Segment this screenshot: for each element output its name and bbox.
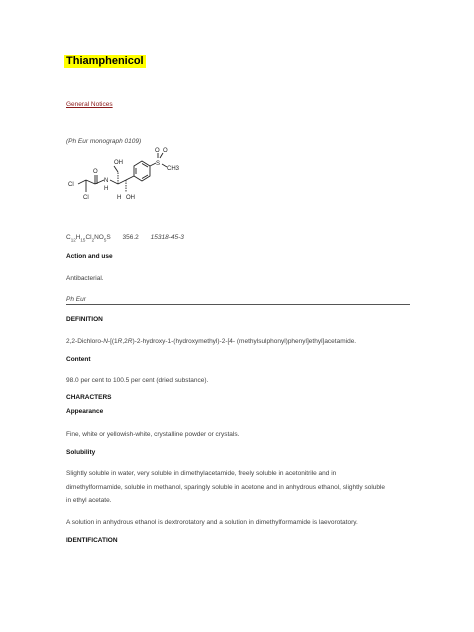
general-notices-link[interactable]: General Notices bbox=[66, 101, 113, 108]
content-heading: Content bbox=[66, 356, 91, 363]
solubility-line: Slightly soluble in water, very soluble in dimethylacetamide, freely soluble in acetonitrile and in bbox=[66, 470, 337, 477]
content-text: 98.0 per cent to 100.5 per cent (dried substance). bbox=[66, 377, 209, 384]
solubility-line: in ethyl acetate. bbox=[66, 497, 112, 504]
formula-no-sub: 5 bbox=[103, 237, 107, 243]
solubility-line: dimethylformamide, soluble in methanol, sparingly soluble in acetone and in anhydrous ethanol, slightly soluble bbox=[66, 484, 386, 491]
label-o1: O bbox=[155, 148, 160, 154]
chemical-structure bbox=[64, 146, 194, 208]
action-text: Antibacterial. bbox=[66, 275, 104, 282]
molecular-formula bbox=[66, 234, 184, 242]
action-heading: Action and use bbox=[66, 253, 113, 260]
bond bbox=[78, 180, 86, 184]
definition-part: ,2 bbox=[122, 338, 128, 345]
label-cl-left: Cl bbox=[68, 182, 74, 188]
cas-number: 15318-45-3 bbox=[150, 234, 184, 241]
label-s: S bbox=[156, 161, 161, 167]
label-n: N bbox=[104, 178, 109, 184]
section-divider bbox=[66, 304, 410, 305]
label-o-carbonyl: O bbox=[93, 169, 98, 175]
formula-h-sub: 15 bbox=[80, 237, 86, 243]
bond bbox=[118, 180, 126, 184]
bond bbox=[110, 180, 118, 184]
formula-s: S bbox=[106, 234, 111, 241]
identification-heading: IDENTIFICATION bbox=[66, 537, 118, 544]
definition-text bbox=[66, 338, 356, 345]
definition-part: N bbox=[103, 338, 108, 345]
definition-part: 2,2-Dichloro- bbox=[66, 338, 104, 345]
page-title: Thiamphenicol bbox=[66, 55, 144, 67]
formula-c-sub: 12 bbox=[70, 237, 76, 243]
molecular-weight: 356.2 bbox=[122, 234, 139, 241]
label-h-ch: H bbox=[117, 195, 122, 201]
definition-part: -[(1 bbox=[107, 338, 118, 345]
bond bbox=[86, 180, 95, 184]
formula-c: C bbox=[66, 234, 71, 241]
formula-h: H bbox=[75, 234, 81, 241]
formula-cl-sub: 2 bbox=[91, 237, 95, 243]
monograph-reference: (Ph Eur monograph 0109) bbox=[66, 138, 142, 145]
label-oh-bottom: OH bbox=[126, 195, 135, 201]
formula-no: NO bbox=[94, 234, 104, 241]
label-h-nh: H bbox=[104, 186, 109, 192]
label-ch3: CH3 bbox=[167, 166, 180, 172]
bond bbox=[114, 166, 118, 172]
definition-part: R bbox=[127, 338, 133, 345]
definition-part: )-2-hydroxy-1-(hydroxymethyl)-2-[4- (methylsulphonyl)phenyl]ethyl]acetamide. bbox=[132, 338, 357, 345]
label-oh-top: OH bbox=[114, 160, 123, 166]
bond bbox=[95, 180, 104, 184]
definition-part: R bbox=[117, 338, 123, 345]
bond bbox=[126, 176, 134, 180]
rotation-text: A solution in anhydrous ethanol is dextrorotatory and a solution in dimethylformamide is laevorotatory. bbox=[66, 519, 358, 526]
appearance-text: Fine, white or yellowish-white, crystalline powder or crystals. bbox=[66, 431, 240, 438]
characters-heading: CHARACTERS bbox=[66, 394, 112, 401]
ph-eur-label: Ph Eur bbox=[66, 296, 86, 303]
definition-heading: DEFINITION bbox=[66, 316, 103, 323]
solubility-heading: Solubility bbox=[66, 449, 96, 456]
appearance-heading: Appearance bbox=[66, 408, 104, 415]
label-o2: O bbox=[163, 148, 168, 154]
label-cl-bottom: Cl bbox=[83, 195, 89, 201]
formula-cl: Cl bbox=[85, 234, 92, 241]
